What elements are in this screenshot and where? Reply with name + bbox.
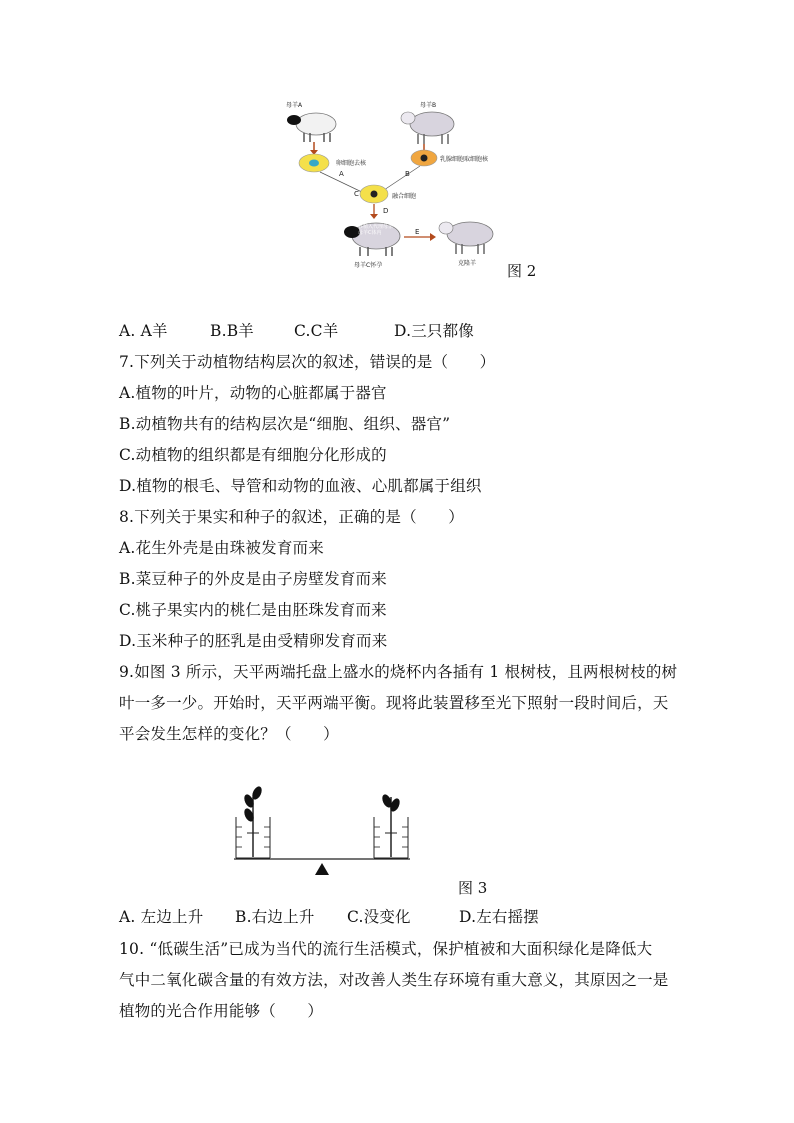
label-arrow-e: E [415, 228, 420, 236]
label-fused-cell: 融合细胞 [392, 193, 417, 200]
right-beaker-with-branch [374, 793, 408, 858]
q10-line-3: 植物的光合作用能够（ ） [119, 1002, 324, 1020]
q9-option-b: B.右边上升 [235, 908, 315, 926]
q10-line-2: 气中二氧化碳含量的有效方法，对改善人类生存环境有重大意义，其原因之一是 [119, 971, 669, 989]
q7-option-a: A.植物的叶片，动物的心脏都属于器官 [119, 384, 387, 402]
label-egg-nucleus-removed: 卵细胞去核 [336, 160, 367, 167]
q7-option-d: D.植物的根毛、导管和动物的血液、心肌都属于组织 [119, 477, 482, 495]
q6-options [119, 321, 474, 341]
q9-options [119, 907, 539, 927]
figure-3-caption: 图 3 [458, 879, 488, 897]
figure-3-balance [230, 785, 420, 880]
q8-option-c: C.桃子果实内的桃仁是由胚珠发育而来 [119, 601, 387, 619]
q8-option-a: A.花生外壳是由珠被发育而来 [119, 539, 324, 557]
figure-2-caption: 图 2 [507, 262, 537, 280]
left-beaker-with-branch [236, 785, 270, 858]
label-arrow-d: D [383, 207, 389, 215]
q9-option-a: A. 左边上升 [119, 908, 204, 926]
q9-stem-line-1: 9.如图 3 所示，天平两端托盘上盛水的烧杯内各插有 1 根树枝，且两根树枝的树 [119, 663, 678, 681]
cloning-diagram [280, 100, 540, 280]
figure-2 [280, 100, 540, 280]
q9-stem-line-3: 平会发生怎样的变化？（ ） [119, 725, 339, 743]
q6-option-b: B.B羊 [210, 322, 255, 340]
label-sheep-c: 母羊C怀孕 [354, 262, 383, 269]
q9-stem-line-2: 叶一多一少。开始时，天平两端平衡。现将此装置移至光下照射一段时间后，天 [119, 694, 669, 712]
q7-stem: 7.下列关于动植物结构层次的叙述，错误的是（ ） [119, 353, 496, 371]
clone-sheep-illustration [439, 222, 493, 254]
q10-line-1: 10. “低碳生活”已成为当代的流行生活模式，保护植被和大面积绿化是降低大 [119, 940, 653, 958]
label-arrow-b: B [405, 170, 410, 178]
label-sheep-b: 母羊B [420, 102, 437, 109]
label-mammary-cell: 乳腺细胞取细胞核 [440, 156, 489, 163]
sheep-b-illustration [401, 112, 454, 144]
q8-option-d: D.玉米种子的胚乳是由受精卵发育而来 [119, 632, 388, 650]
q8-stem: 8.下列关于果实和种子的叙述，正确的是（ ） [119, 508, 464, 526]
sheep-a-illustration [287, 113, 336, 142]
label-sheep-a: 母羊A [286, 102, 303, 109]
mammary-cell-b [411, 150, 437, 166]
fulcrum-triangle [315, 863, 329, 875]
q6-option-a: A. A羊 [119, 322, 168, 340]
fused-cell [360, 185, 388, 203]
label-clone: 克隆羊 [458, 260, 477, 267]
egg-cell-a [299, 154, 329, 172]
q9-option-c: C.没变化 [347, 908, 411, 926]
label-implant: 移植入代理母亲 母羊C体内 [358, 224, 394, 236]
q7-option-c: C.动植物的组织都是有细胞分化形成的 [119, 446, 387, 464]
label-arrow-a: A [339, 170, 344, 178]
q9-option-d: D.左右摇摆 [459, 908, 540, 926]
q8-option-b: B.菜豆种子的外皮是由子房壁发育而来 [119, 570, 387, 588]
q7-option-b: B.动植物共有的结构层次是“细胞、组织、器官” [119, 415, 451, 433]
label-arrow-c: C [354, 190, 359, 198]
q6-option-d: D.三只都像 [394, 322, 475, 340]
q6-option-c: C.C羊 [294, 322, 339, 340]
